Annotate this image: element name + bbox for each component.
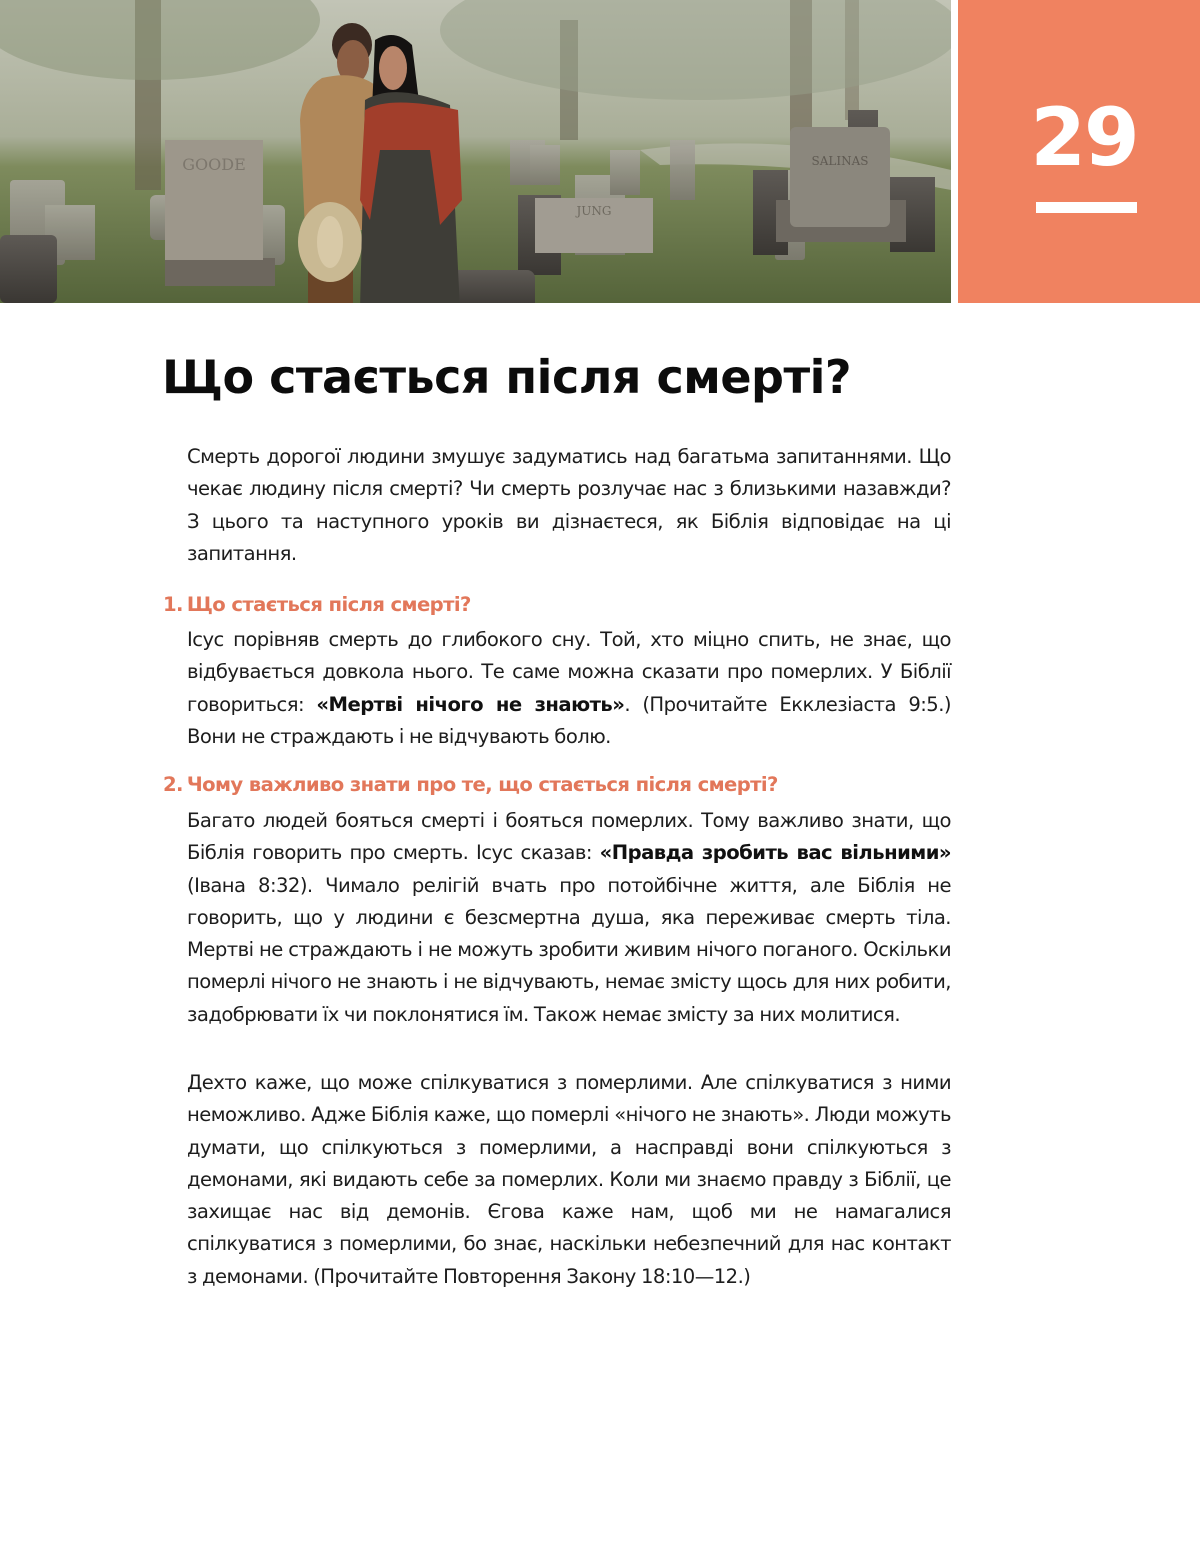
- section-1-text-before: Ісус порівняв смерть до глибокого сну. Той, хто міцно спить, не знає, що відбувається довкола нього. Те саме можна сказати про померлих. У Біблії говориться:: [187, 628, 951, 716]
- headstone-salinas: [776, 127, 906, 242]
- cemetery-photo-illustration: [0, 0, 951, 303]
- section-1-paragraph: [187, 624, 951, 753]
- section-1-heading-text: Що стається після смерті?: [186, 593, 471, 616]
- intro-paragraph: Смерть дорогої людини змушує задуматись над багатьма запитаннями. Що чекає людину після смерті? Чи смерть розлучає нас з близькими назавжди? З цього та наступного уроків ви дізнаєтеся, як Біблія відповідає на ці запитання.: [187, 445, 951, 565]
- section-2-quote: «Правда зробить вас вільними»: [599, 841, 951, 865]
- section-2-heading-text: Чому важливо знати про те, що стається після смерті?: [186, 773, 778, 796]
- section-2-number: 2.: [163, 773, 183, 796]
- section-2-heading: [163, 771, 778, 799]
- lesson-number-badge: [958, 0, 1200, 303]
- section-1-heading: [163, 591, 471, 619]
- svg-text:JUNG: JUNG: [576, 204, 612, 218]
- section-2-paragraph-1: [187, 805, 951, 1031]
- page-title: Що стається після смерті?: [162, 350, 852, 404]
- headstone-goode: [165, 140, 275, 286]
- lesson-number: 29: [1030, 91, 1138, 184]
- headstone-jung: [535, 198, 653, 253]
- section-1-text-after: . (Прочитайте Екклезіаста 9:5.) Вони не страждають і не відчувають болю.: [187, 692, 951, 748]
- lesson-number-underline: [1036, 202, 1137, 213]
- section-2-paragraph-2: Дехто каже, що може спілкуватися з померлими. Але спілкуватися з ними неможливо. Адже Біблія каже, що померлі «нічого не знають». Люди можуть думати, що спілкуються з померлими, а насправді вони спілкуються з демонами, які видають себе за померлих. Коли ми знаємо правду з Біблії, це захищає нас від демонів. Єгова каже нам, щоб ми не намагалися спілкуватися з померлими, бо знає, наскільки небезпечний для нас контакт з демонами. (Прочитайте Повторення Закону 18:10—12.): [187, 1071, 951, 1288]
- svg-text:GOODE: GOODE: [182, 155, 246, 174]
- section-2-text-before: Багато людей бояться смерті і бояться померлих. Тому важливо знати, що Біблія говорить про смерть. Ісус сказав:: [187, 809, 951, 865]
- section-2-text-after: (Івана 8:32). Чимало релігій вчать про потойбічне життя, але Біблія не говорить, що у людини є безсмертна душа, яка переживає смерть тіла. Мертві не страждають і не можуть зробити живим нічого поганого. Оскільки померлі нічого не знають і не відчувають, немає змісту щось для них робити, задобрювати їх чи поклонятися їм. Також немає змісту за них молитися.: [187, 873, 951, 1026]
- section-1-quote: «Мертві нічого не знають»: [316, 692, 625, 716]
- section-1-number: 1.: [163, 593, 183, 616]
- svg-text:SALINAS: SALINAS: [811, 154, 869, 168]
- hero-photo: [0, 0, 951, 303]
